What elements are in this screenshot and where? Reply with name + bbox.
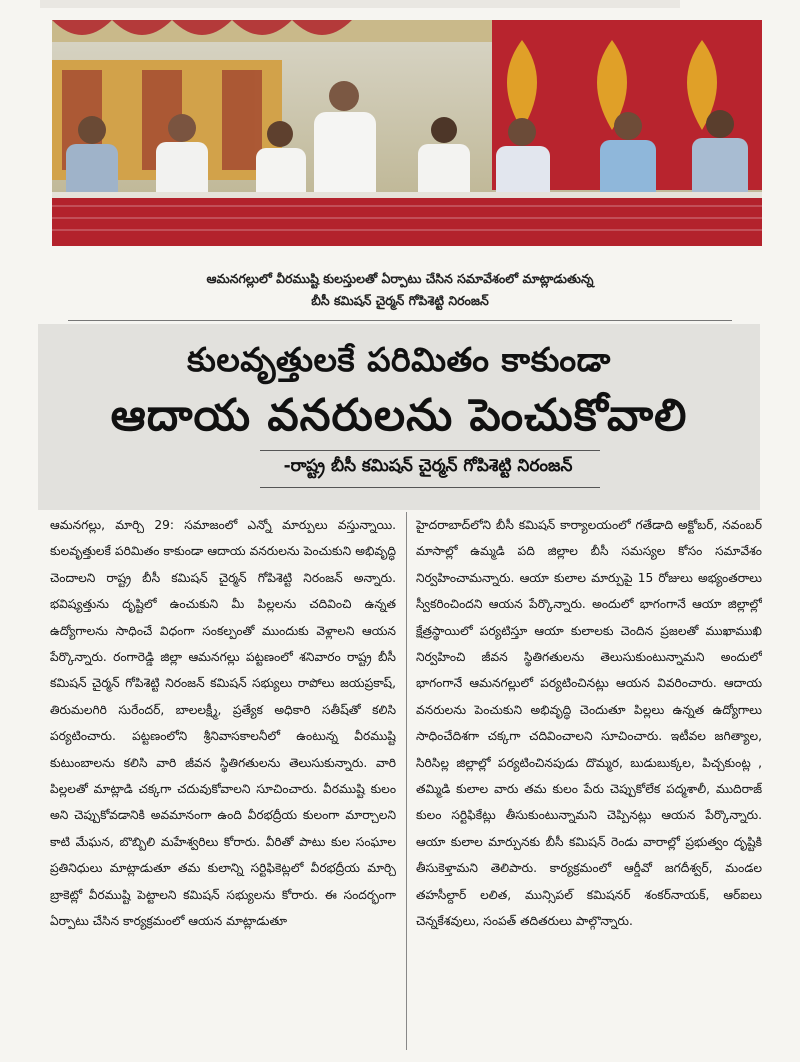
top-strip [40, 0, 680, 8]
headline-line-1: కులవృత్తులకే పరిమితం కాకుండా [187, 340, 611, 379]
meeting-photo-icon [52, 20, 762, 246]
meeting-photo [52, 20, 762, 246]
article-column-right: హైదరాబాద్‌లోని బీసీ కమిషన్ కార్యాలయంలో గతేడాది అక్టోబర్, నవంబర్ మాసాల్లో ఉమ్మడి పది జిల్లాల బీసీ సమస్యల కోసం సమావేశం నిర్వహించామన్నారు. ఆయా కులాల మార్పుపై 15 రోజులు అభ్యంతరాలు స్వీకరించిందని ఆయన పేర్కొన్నారు. అందులో భాగంగానే ఆయా జిల్లాల్లో క్షేత్రస్థాయిలో పర్యటిస్తూ ఆయా కులాలకు చెందిన ప్రజలతో ముఖాముఖి నిర్వహించి జీవన స్థితిగతులను తెలుసుకుంటున్నామని అందులో భాగంగానే ఆమనగల్లులో పర్యటించినట్లు ఆయన వివరించారు. ఆదాయ వనరులను పెంచుకుని అభివృద్ధి చెందుతూ పిల్లలు ఉన్నత ఉద్యోగాలు సాధించేదిశగా చక్కగా చదివించాలని సూచించారు. ఇటీవల జగిత్యాల, సిరిసిల్ల జిల్లాల్లో పర్యటించినపుడు దొమ్మర, బుడుబుక్కల, పిచ్చకుంట్ల , తమ్మిడి కులాల వారు తమ కులం పేరు చెప్పుకోలేక పద్మశాలీ, ముదిరాజ్ కులం సర్టిఫికేట్లు తీసుకుంటున్నామని చెప్పినట్లు ఆయన పేర్కొన్నారు. ఆయా కులాల మార్పునకు బీసీ కమిషన్ రెండు వారాల్లో ప్రభుత్వం దృష్టికి తీసుకెళ్తామని తెలిపారు. కార్యక్రమంలో ఆర్డీవో జగదీశ్వర్, మండల తహసీల్దార్ లలిత, మున్సిపల్ కమిషనర్ శంకర్‌నాయక్, ఆర్‌ఐలు చెన్నకేశవులు, సంపత్ తదితరులు పాల్గొన్నారు. [416, 518, 762, 929]
article-column-left: ఆమనగల్లు, మార్చి 29: సమాజంలో ఎన్నో మార్పులు వస్తున్నాయి. కులవృత్తులకే పరిమితం కాకుండా ఆదాయ వనరులను పెంచుకుని అభివృద్ధి చెందాలని రాష్ట్ర బీసీ కమిషన్ చైర్మన్ గోపిశెట్టి నిరంజన్ అన్నారు. భవిష్యత్తును దృష్టిలో ఉంచుకుని మీ పిల్లలను చదివించి ఉన్నత ఉద్యోగాలను సాధించే విధంగా సంకల్పంతో ముందుకు వెళ్లాలని ఆయన పేర్కొన్నారు. రంగారెడ్డి జిల్లా ఆమనగల్లు పట్టణంలో శనివారం రాష్ట్ర బీసీ కమిషన్ చైర్మన్ గోపిశెట్టి నిరంజన్ కమిషన్ సభ్యులు రాపోలు జయప్రకాష్, తిరుమలగిరి సురేందర్, బాలలక్ష్మీ, ప్రత్యేక అధికారి సతీష్‌తో కలిసి పర్యటించారు. పట్టణంలోని శ్రీనివాసకాలనీలో ఉంటున్న వీరముష్టి కుటుంబాలను కలిసి వారి జీవన స్థితిగతులను తెలుసుకున్నారు. వారి పిల్లలతో మాట్లాడి చక్కగా చదువుకోవాలని సూచించారు. వీరముష్టి కులం అని చెప్పుకోవడానికి అవమానంగా ఉంది వీరభద్రీయ కులంగా మార్చాలని కాటి మేఘన, బొబ్బిలి మహేశ్వరిలు కోరారు. వీరితో పాటు కుల సంఘాల ప్రతినిధులు మాట్లాడుతూ తమ కులాన్ని సర్టిఫికెట్లలో వీరభద్రీయ మార్చి బ్రాకెట్లో వీరముష్టి పెట్టాలని కమిషన్ సభ్యులను కోరారు. ఈ సందర్భంగా ఏర్పాటు చేసిన కార్యక్రమంలో ఆయన మాట్లాడుతూ [50, 518, 396, 929]
photo-caption [60, 268, 740, 312]
byline-rule-bottom [260, 487, 600, 488]
caption-divider [68, 320, 732, 321]
caption-line-2: బీసీ కమిషన్ చైర్మన్ గోపిశెట్టి నిరంజన్ [311, 293, 489, 308]
headline-line-2: ఆదాయ వనరులను పెంచుకోవాలి [110, 390, 688, 441]
caption-line-1: ఆమనగల్లులో వీరముష్టి కులస్తులతో ఏర్పాటు చేసిన సమావేశంలో మాట్లాడుతున్న [206, 271, 594, 286]
byline-rule-top [260, 450, 600, 451]
headline-box [38, 324, 760, 510]
column-divider [406, 512, 407, 1050]
byline: -రాష్ట్ర బీసీ కమిషన్ చైర్మన్ గోపిశెట్టి నిరంజన్ [283, 456, 573, 476]
